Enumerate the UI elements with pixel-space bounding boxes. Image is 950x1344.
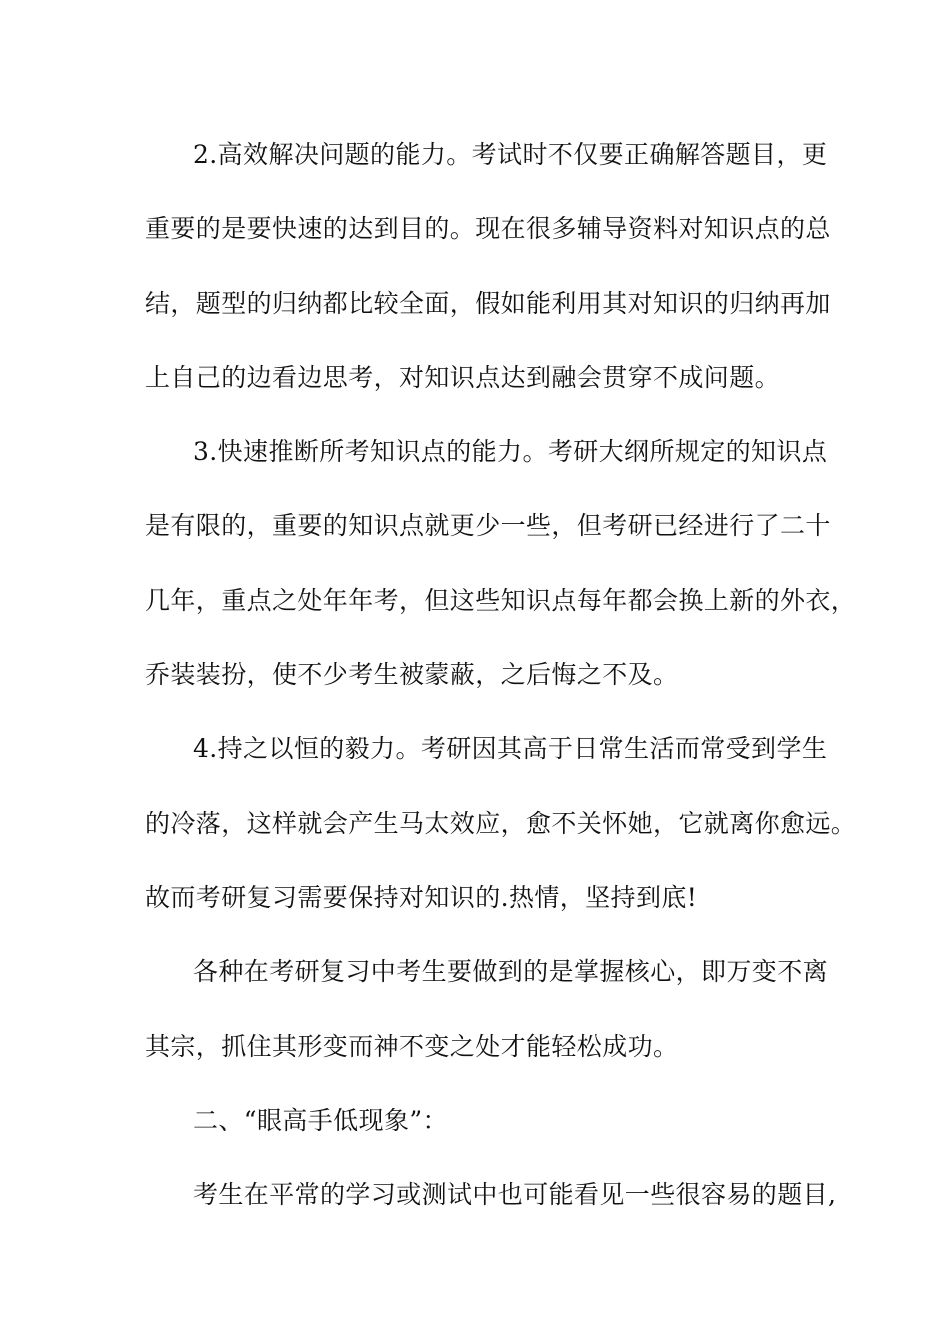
- text-line: 乔装装扮，使不少考生被蒙蔽，之后悔之不及。: [145, 660, 679, 690]
- text-line: 4.持之以恒的毅力。考研因其高于日常生活而常受到学生: [193, 734, 828, 764]
- paragraph-summary: [145, 935, 835, 1084]
- section-heading-text: 二、“眼高手低现象”：: [193, 1105, 448, 1135]
- text-line: 上自己的边看边思考，对知识点达到融会贯穿不成问题。: [145, 362, 781, 392]
- text-line: 重要的是要快速的达到目的。现在很多辅导资料对知识点的总: [145, 214, 831, 244]
- text-line: 其宗，抓住其形变而神不变之处才能轻松成功。: [145, 1031, 679, 1061]
- text-line: 2.高效解决问题的能力。考试时不仅要正确解答题目，更: [193, 140, 828, 169]
- section-heading: [145, 1084, 835, 1158]
- text-line: 的冷落，这样就会产生马太效应，愈不关怀她，它就离你愈远。: [145, 808, 857, 838]
- text-line: 是有限的，重要的知识点就更少一些，但考研已经进行了二十: [145, 511, 831, 541]
- paragraph-problem-solving: [145, 118, 835, 415]
- text-line: 结，题型的归纳都比较全面，假如能利用其对知识的归纳再加: [145, 288, 831, 318]
- paragraph-knowledge-point-judgment: [145, 415, 857, 712]
- paragraph-perseverance: [145, 712, 857, 935]
- text-line: 几年，重点之处年年考，但这些知识点每年都会换上新的外衣，: [145, 585, 857, 615]
- text-line: 考生在平常的学习或测试中也可能看见一些很容易的题目,: [193, 1180, 837, 1210]
- text-line: 各种在考研复习中考生要做到的是掌握核心，即万变不离: [193, 957, 829, 987]
- text-line: 故而考研复习需要保持对知识的.热情，坚持到底!: [145, 882, 698, 912]
- text-line: 3.快速推断所考知识点的能力。考研大纲所规定的知识点: [193, 437, 828, 467]
- paragraph-easy-questions: [145, 1158, 835, 1232]
- document-body: [145, 118, 857, 1232]
